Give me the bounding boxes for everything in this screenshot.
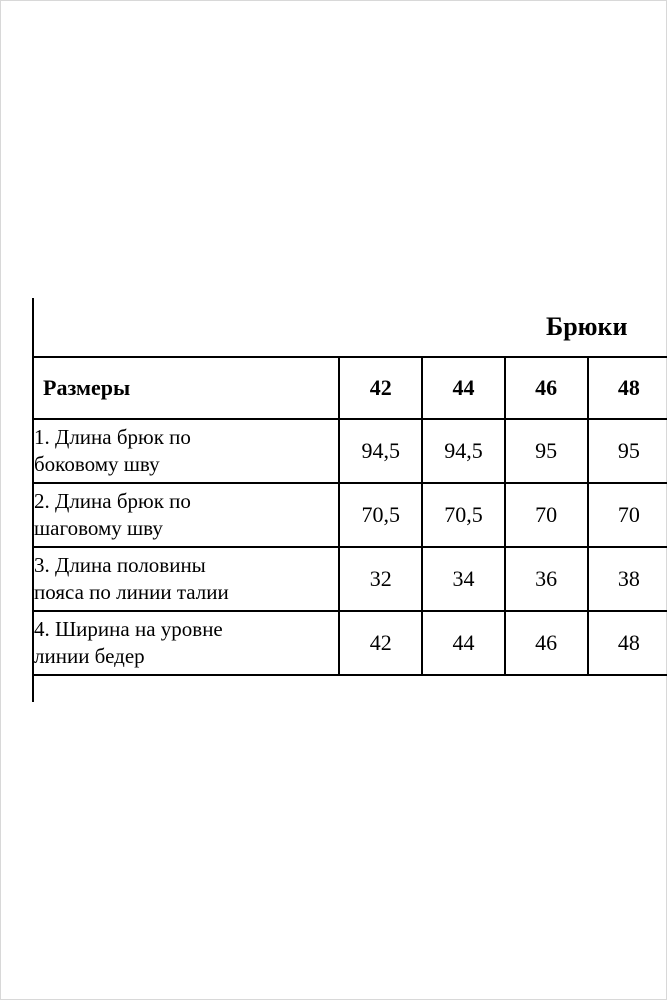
row-label-line: 3. Длина половины — [34, 553, 206, 577]
table-cell: 42 — [339, 611, 422, 675]
row-label-line: пояса по линии талии — [34, 580, 229, 604]
table-cell: 94,5 — [339, 419, 422, 483]
size-header-42: 42 — [339, 357, 422, 419]
chart-title: Брюки — [546, 312, 628, 341]
row-label — [34, 419, 339, 483]
row-label-line: 2. Длина брюк по — [34, 489, 191, 513]
row-label — [34, 547, 339, 611]
header-label: Размеры — [34, 357, 339, 419]
size-header-44: 44 — [422, 357, 505, 419]
table-cell: 95 — [588, 419, 667, 483]
row-label-line: 4. Ширина на уровне — [34, 617, 223, 641]
table-row — [34, 547, 667, 611]
row-label-line: 1. Длина брюк по — [34, 425, 191, 449]
table-cell: 34 — [422, 547, 505, 611]
table-cell: 32 — [339, 547, 422, 611]
size-table — [34, 356, 667, 676]
row-label-line: шаговому шву — [34, 516, 163, 540]
size-header-46: 46 — [505, 357, 588, 419]
size-chart — [32, 298, 667, 702]
table-cell: 48 — [588, 611, 667, 675]
table-cell: 36 — [505, 547, 588, 611]
table-cell: 70 — [505, 483, 588, 547]
table-row — [34, 419, 667, 483]
table-cell: 70,5 — [339, 483, 422, 547]
row-label-line: боковому шву — [34, 452, 160, 476]
table-row — [34, 483, 667, 547]
table-header-row — [34, 357, 667, 419]
size-header-48: 48 — [588, 357, 667, 419]
table-cell: 70,5 — [422, 483, 505, 547]
row-label — [34, 483, 339, 547]
row-label — [34, 611, 339, 675]
table-cell: 44 — [422, 611, 505, 675]
table-row — [34, 611, 667, 675]
table-cell: 38 — [588, 547, 667, 611]
table-cell: 70 — [588, 483, 667, 547]
row-label-line: линии бедер — [34, 644, 145, 668]
table-cell: 94,5 — [422, 419, 505, 483]
table-cell: 46 — [505, 611, 588, 675]
table-cell: 95 — [505, 419, 588, 483]
